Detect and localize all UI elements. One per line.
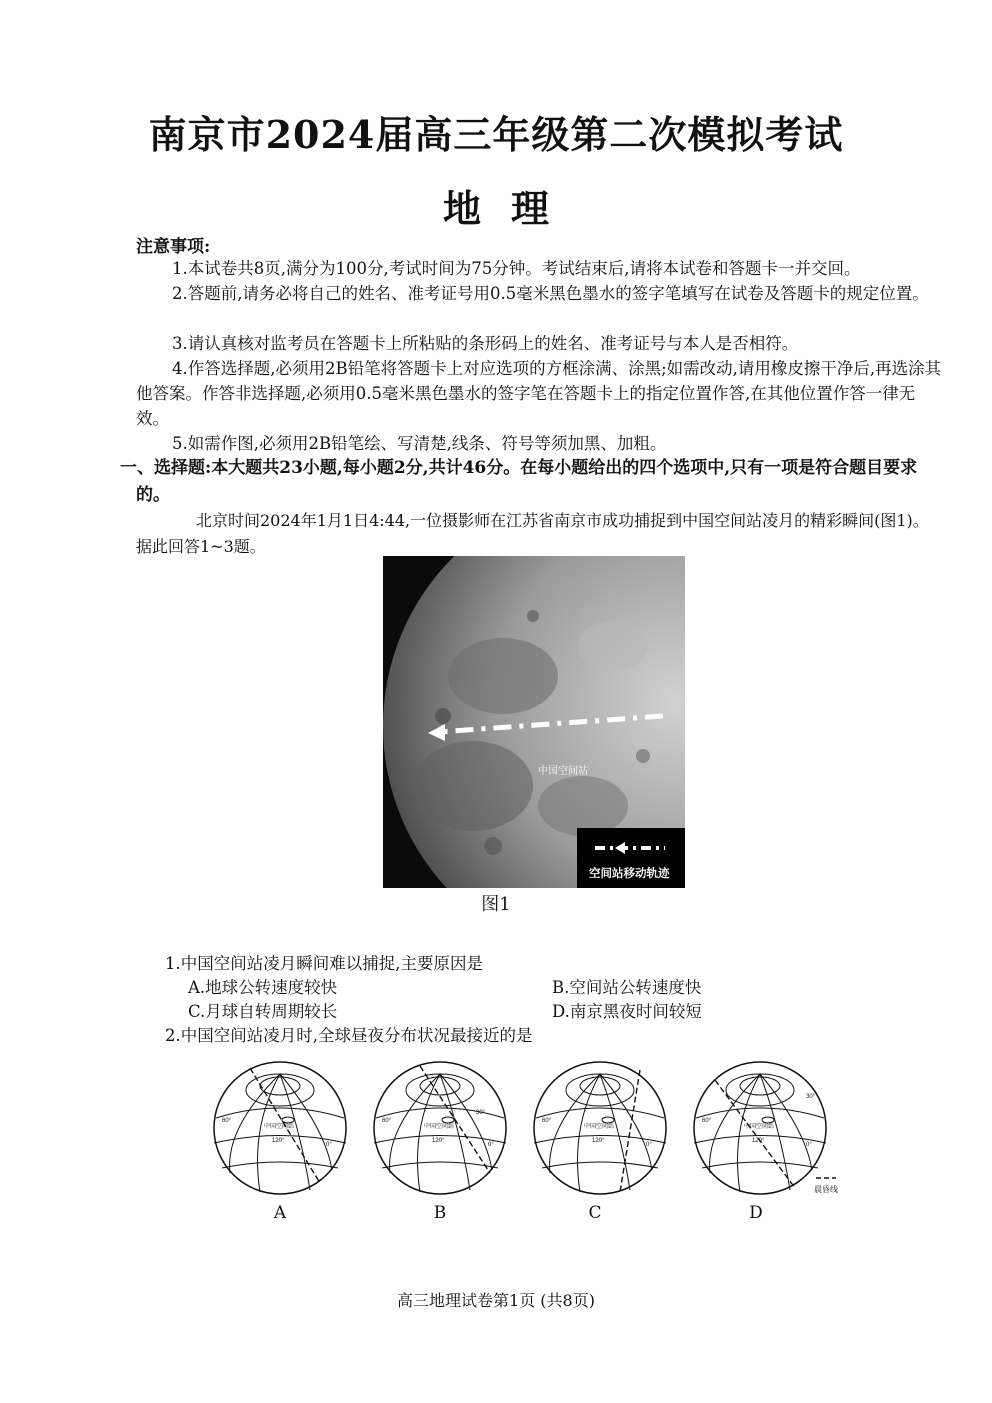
- moon-illustration: [383, 556, 685, 888]
- station-label: 中国空间站: [538, 766, 588, 777]
- section-heading-text: 一、选择题:本大题共23小题,每小题2分,共计46分。在每小题给出的四个选项中,只有一项是符合题目要求的。: [120, 458, 918, 505]
- notice-item: 5.如需作图,必须用2B铅笔绘、写清楚,线条、符号等须加黑、加粗。: [172, 434, 667, 453]
- globe-b-120: 120°: [432, 1138, 445, 1144]
- globe-label-a: A: [273, 1203, 287, 1223]
- globe-c-station: 中国空间站: [584, 1124, 615, 1130]
- globe-a: [214, 1062, 346, 1194]
- globe-b-station: 中国空间站: [424, 1124, 455, 1130]
- subject-title: 地理: [442, 186, 579, 231]
- globe-d-0: 0°: [806, 1142, 812, 1148]
- notice-heading: 注意事项:: [136, 237, 211, 257]
- page-footer: 高三地理试卷第1页 (共8页): [397, 1291, 595, 1310]
- globe-c-120: 120°: [592, 1138, 605, 1144]
- question-1-option-b: B.空间站公转速度快: [552, 978, 702, 997]
- globe-label-c: C: [588, 1203, 602, 1223]
- globes-figure: [200, 1050, 840, 1210]
- question-1-option-d: D.南京黑夜时间较短: [552, 1002, 702, 1021]
- question-1-option-c: C.月球自转周期较长: [188, 1002, 338, 1021]
- globe-c-60: 60°: [542, 1118, 552, 1124]
- globe-d-60: 60°: [702, 1118, 712, 1124]
- globe-b: [374, 1062, 506, 1194]
- question-1-stem: 1.中国空间站凌月瞬间难以捕捉,主要原因是: [165, 954, 483, 973]
- globe-d-120: 120°: [752, 1138, 765, 1144]
- globe-d: [694, 1062, 826, 1194]
- globe-b-30: 30°: [476, 1110, 486, 1116]
- globe-a-station: 中国空间站: [264, 1124, 295, 1130]
- globe-c: [534, 1062, 666, 1194]
- globe-d-30: 30°: [806, 1094, 816, 1100]
- moon-photo: [383, 556, 685, 888]
- section-heading: [120, 455, 942, 509]
- question-1-option-a: A.地球公转速度较快: [188, 978, 338, 997]
- section-intro: 北京时间2024年1月1日4:44,一位摄影师在江苏省南京市成功捕捉到中国空间站凌月的精彩瞬间(图1)。据此回答1~3题。: [136, 511, 929, 556]
- figure-caption: 图1: [481, 894, 511, 915]
- terminator-legend-label: 晨昏线: [814, 1185, 838, 1194]
- globe-label-b: B: [433, 1203, 447, 1223]
- globe-c-0: 0°: [646, 1142, 652, 1148]
- notice-item: 3.请认真核对监考员在答题卡上所粘贴的条形码上的姓名、准考证号与本人是否相符。: [172, 334, 799, 353]
- globe-a-0: 0°: [326, 1142, 332, 1148]
- globe-d-station: 中国空间站: [744, 1124, 775, 1130]
- notice-item: 2.答题前,请务必将自己的姓名、准考证号用0.5毫米黑色墨水的签字笔填写在试卷及答题卡的规定位置。: [172, 284, 929, 303]
- globe-b-60: 60°: [382, 1118, 392, 1124]
- globe-b-0: 0°: [488, 1142, 494, 1148]
- exam-title: 南京市2024届高三年级第二次模拟考试: [148, 112, 844, 157]
- notice-item: 1.本试卷共8页,满分为100分,考试时间为75分钟。考试结束后,请将本试卷和答题卡一并交回。: [172, 259, 861, 278]
- globe-a-60: 60°: [222, 1118, 232, 1124]
- globe-a-120: 120°: [272, 1138, 285, 1144]
- question-2-stem: 2.中国空间站凌月时,全球昼夜分布状况最接近的是: [165, 1026, 533, 1045]
- notice-item: 4.作答选择题,必须用2B铅笔将答题卡上对应选项的方框涂满、涂黑;如需改动,请用橡皮擦干净后,再选涂其他答案。作答非选择题,必须用0.5毫米黑色墨水的签字笔在答题卡上的指定位置作答,在其他位置作答一律无效。: [136, 359, 942, 428]
- legend-label: 空间站移动轨迹: [589, 868, 670, 880]
- globe-label-d: D: [749, 1203, 763, 1223]
